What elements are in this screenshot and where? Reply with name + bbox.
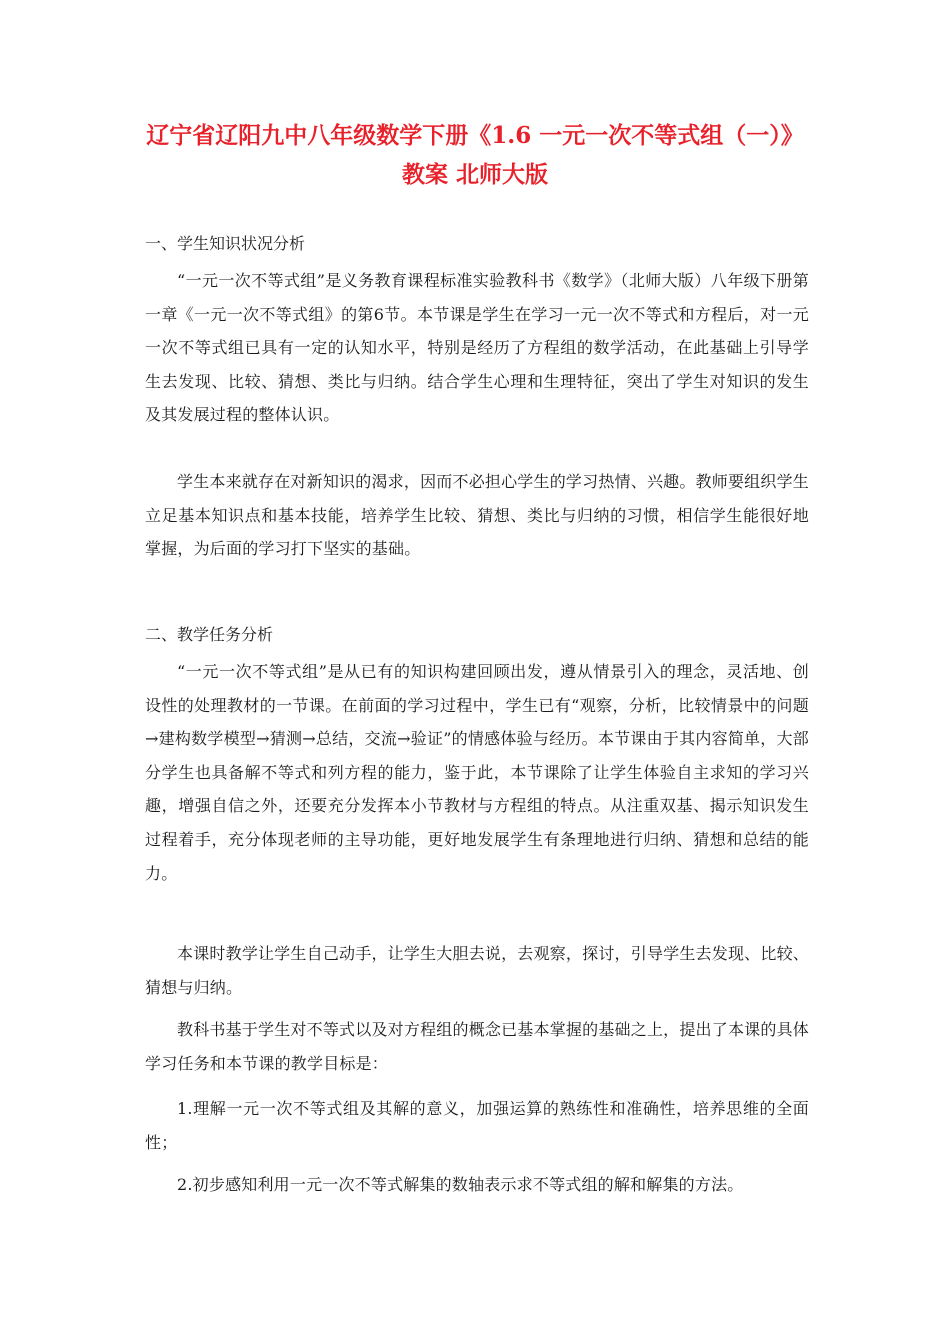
list-item-objective-1: 1.理解一元一次不等式组及其解的意义，加强运算的熟练性和准确性，培养思维的全面性； — [145, 1099, 809, 1152]
paragraph: “一元一次不等式组”是从已有的知识构建回顾出发，遵从情景引入的理念，灵活地、创设性的处理教材的一节课。在前面的学习过程中，学生已有“观察，分析，比较情景中的问题→建构数学模型→猜测→总结，交流→验证”的情感体验与经历。本节课由于其内容简单，大部分学生也具备解不等式和列方程的能力，鉴于此，本节课除了让学生体验自主求知的学习兴趣，增强自信之外，还要充分发挥本小节教材与方程组的特点。从注重双基、揭示知识发生过程着手，充分体现老师的主导功能，更好地发展学生有条理地进行归纳、猜想和总结的能力。 — [145, 662, 809, 883]
list-item-objective-2: 2.初步感知利用一元一次不等式解集的数轴表示求不等式组的解和解集的方法。 — [177, 1175, 744, 1194]
document-title-line-1: 辽宁省辽阳九中八年级数学下册《1.6 一元一次不等式组（一）》 — [146, 122, 804, 149]
paragraph: 教科书基于学生对不等式以及对方程组的概念已基本掌握的基础之上，提出了本课的具体学习任务和本节课的教学目标是： — [145, 1020, 809, 1073]
paragraph: 本课时教学让学生自己动手，让学生大胆去说，去观察，探讨，引导学生去发现、比较、猜想与归纳。 — [145, 944, 809, 997]
section-heading-student-knowledge: 一、学生知识状况分析 — [145, 234, 306, 253]
paragraph: 学生本来就存在对新知识的渴求，因而不必担心学生的学习热情、兴趣。教师要组织学生立足基本知识点和基本技能，培养学生比较、猜想、类比与归纳的习惯，相信学生能很好地掌握，为后面的学习打下坚实的基础。 — [145, 472, 809, 559]
paragraph: “一元一次不等式组”是义务教育课程标准实验教科书《数学》（北师大版）八年级下册第一章《一元一次不等式组》的第6节。本节课是学生在学习一元一次不等式和方程后，对一元一次不等式组已具有一定的认知水平，特别是经历了方程组的数学活动，在此基础上引导学生去发现、比较、猜想、类比与归纳。结合学生心理和生理特征，突出了学生对知识的发生及其发展过程的整体认识。 — [145, 271, 809, 425]
document-title-line-2: 教案 北师大版 — [401, 161, 548, 188]
section-heading-teaching-task: 二、教学任务分析 — [145, 625, 274, 644]
